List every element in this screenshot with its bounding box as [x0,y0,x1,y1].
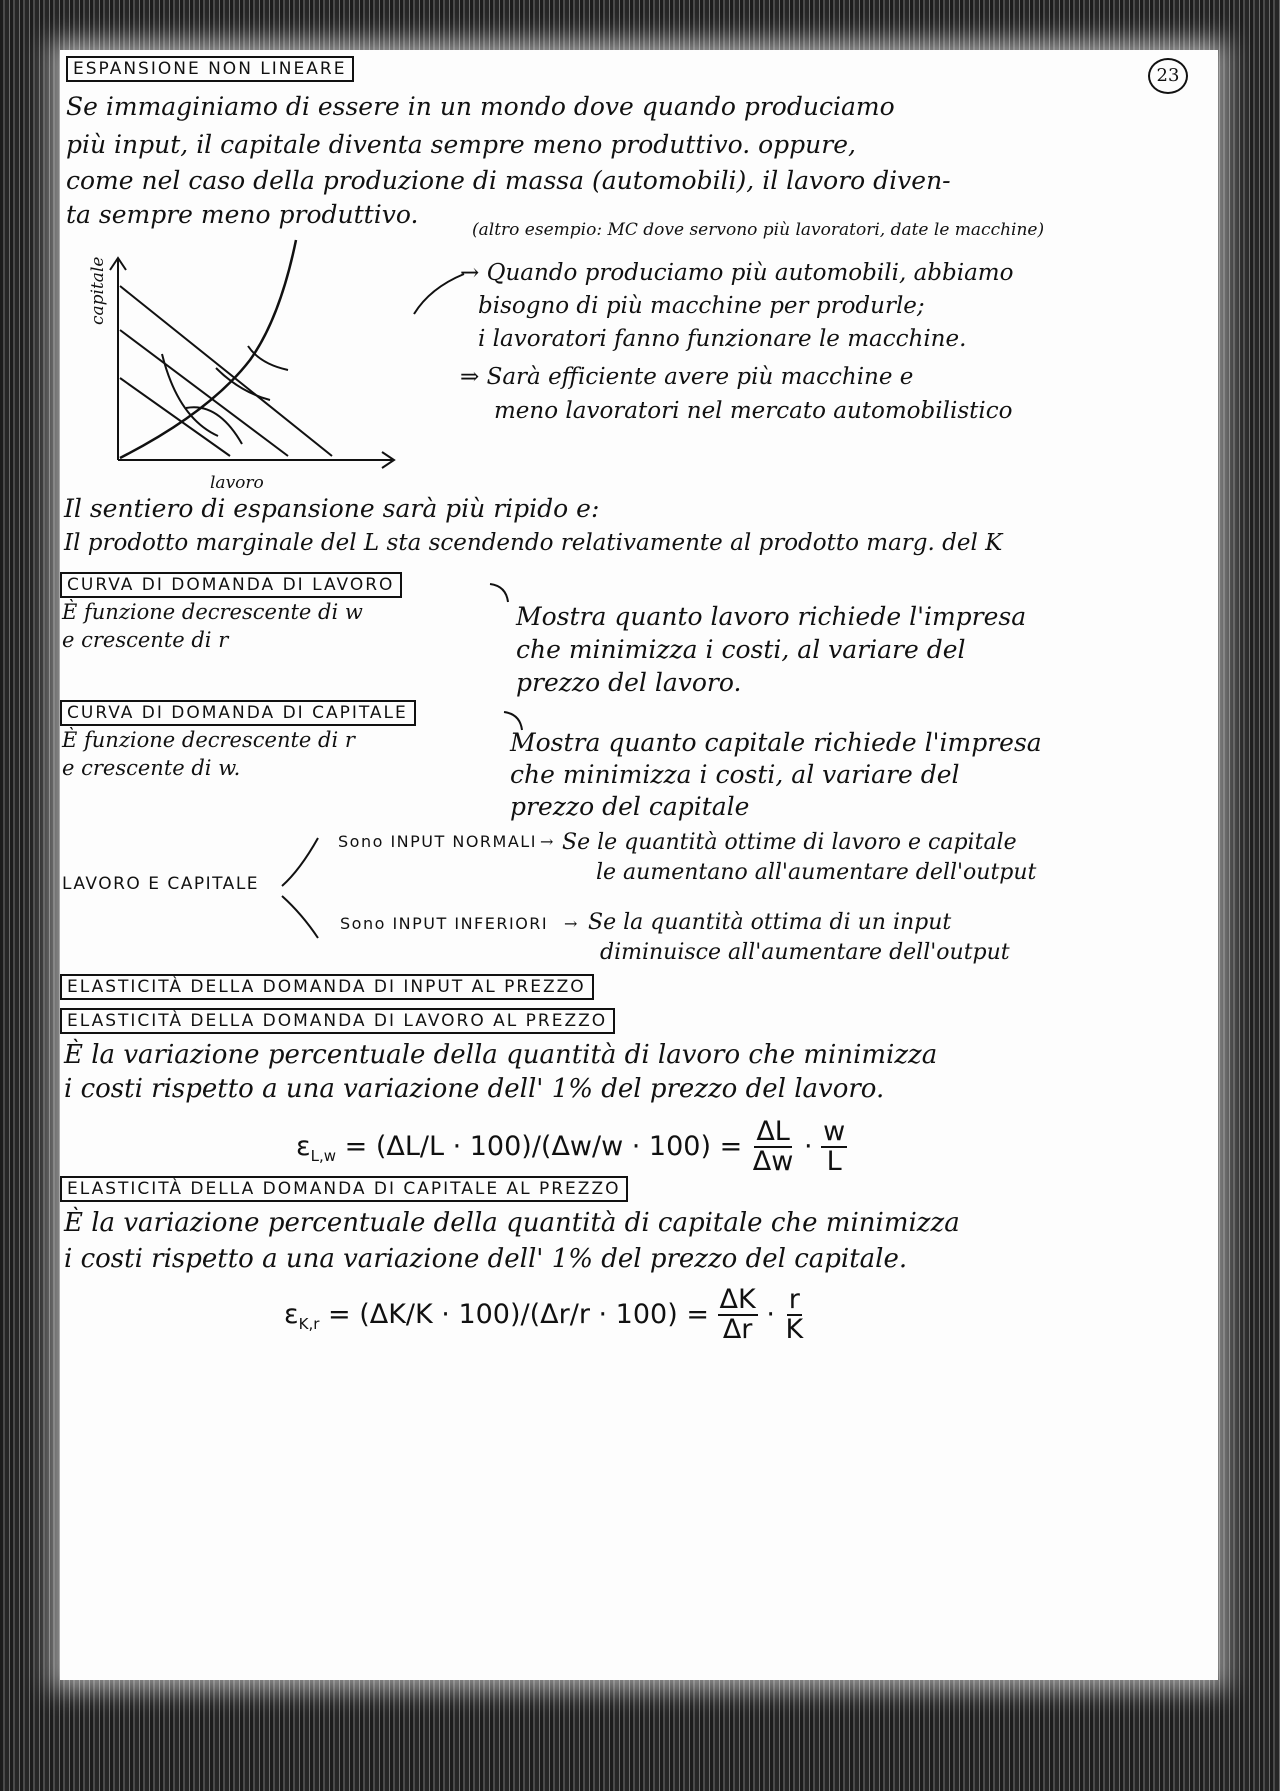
formula-subscript: K,r [298,1315,320,1334]
elasticity-labor-formula: $\varepsilon_{L,w} = (\Delta L/L \cdot 100)/(\Delta w/w \cdot 100)$ = $\frac{\Delta L}{\Delta w}$ · $\frac{w}{L}$ [296,1116,846,1178]
fraction-denominator: Δw [752,1146,794,1178]
formula-fraction-2 [821,1118,847,1177]
heading-elasticity-labor: ELASTICITÀ DELLA DOMANDA DI LAVORO AL PREZZO [60,1008,615,1034]
notebook-page [60,50,1218,1680]
intro-line-3: come nel caso della produzione di massa (automobili), il lavoro diven- [66,166,951,195]
expansion-path-graph [100,230,450,530]
inferior-inputs-text-2: diminuisce all'aumentare dell'output [600,940,1010,965]
inferior-inputs-label: Sono INPUT INFERIORI [340,914,549,933]
graph-note: (altro esempio: MC dove servono più lavoratori, date le macchine) [472,220,1045,240]
formula-epsilon: ε [284,1298,299,1330]
capital-demand-right-2: che minimizza i costi, al variare del [510,760,960,789]
inputs-root: LAVORO E CAPITALE [62,874,260,894]
graph-x-label: lavoro [210,473,264,493]
side-text-3: i lavoratori fanno funzionare le macchine. [478,326,967,352]
formula-subscript: L,w [310,1147,337,1166]
capital-demand-right-1: Mostra quanto capitale richiede l'impresa [510,728,1042,757]
formula-middle: = (ΔL/L · 100)/(Δw/w · 100) = [344,1130,743,1162]
conclusion-2: Il prodotto marginale del L sta scendendo relativamente al prodotto marg. del K [64,530,1003,556]
elasticity-labor-text-1: È la variazione percentuale della quantità di lavoro che minimizza [64,1040,938,1070]
elasticity-capital-text-2: i costi rispetto a una variazione dell' 1% del prezzo del capitale. [64,1244,908,1274]
elasticity-labor-text-2: i costi rispetto a una variazione dell' 1% del prezzo del lavoro. [64,1074,885,1104]
capital-demand-right-3: prezzo del capitale [510,792,750,821]
intro-line-2: più input, il capitale diventa sempre meno produttivo. oppure, [66,130,856,159]
capital-demand-left-1: È funzione decrescente di r [62,728,355,752]
fraction-numerator: ΔL [756,1116,790,1147]
inferior-inputs-arrow: → [564,914,578,933]
heading-elasticity-input: ELASTICITÀ DELLA DOMANDA DI INPUT AL PREZZO [60,974,594,1000]
normal-inputs-text-2: le aumentano all'aumentare dell'output [596,860,1037,885]
side-text-2: bisogno di più macchine per produrle; [478,293,925,319]
labor-demand-arrow [488,580,518,606]
heading-capital-demand: CURVA DI DOMANDA DI CAPITALE [60,700,416,726]
elasticity-capital-text-1: È la variazione percentuale della quantità di capitale che minimizza [64,1208,960,1238]
normal-inputs-arrow: → [540,832,554,851]
formula-epsilon: ε [296,1130,311,1162]
fraction-denominator: K [785,1314,804,1346]
elasticity-capital-formula: $\varepsilon_{K,r} = (\Delta K/K \cdot 100)/(\Delta r/r \cdot 100)$ = $\frac{\Delta K}{\Delta r}$ · $\frac{r}{K}$ [284,1284,804,1346]
intro-line-1: Se immaginiamo di essere in un mondo dove quando produciamo [66,92,895,121]
labor-demand-right-2: che minimizza i costi, al variare del [516,635,966,664]
fraction-denominator: Δr [722,1314,753,1346]
formula-fraction-1 [718,1286,758,1345]
normal-inputs-label: Sono INPUT NORMALI [338,832,537,851]
conclusion-1: Il sentiero di espansione sarà più ripido e: [64,494,600,523]
normal-inputs-text-1: Se le quantità ottime di lavoro e capitale [562,830,1017,855]
capital-demand-left-2: e crescente di w. [62,756,241,780]
inferior-inputs-text-1: Se la quantità ottima di un input [588,910,952,935]
fraction-numerator: ΔK [719,1284,756,1315]
labor-demand-right-1: Mostra quanto lavoro richiede l'impresa [516,602,1027,631]
side-text-5: meno lavoratori nel mercato automobilistico [494,398,1013,424]
heading-elasticity-capital: ELASTICITÀ DELLA DOMANDA DI CAPITALE AL PREZZO [60,1176,628,1202]
formula-fraction-2 [784,1286,806,1345]
heading-espansione: ESPANSIONE NON LINEARE [66,56,354,82]
fraction-denominator: L [826,1146,842,1178]
formula-middle: = (ΔK/K · 100)/(Δr/r · 100) = [327,1298,709,1330]
labor-demand-left-2: e crescente di r [62,628,229,652]
labor-demand-right-3: prezzo del lavoro. [516,668,742,697]
side-text-1: → Quando produciamo più automobili, abbiamo [460,260,1014,286]
fraction-numerator: r [788,1284,800,1315]
heading-labor-demand: CURVA DI DOMANDA DI LAVORO [60,572,402,598]
intro-line-4: ta sempre meno produttivo. [66,200,419,229]
formula-fraction-1 [751,1118,796,1177]
page-number: 23 [1148,58,1188,94]
labor-demand-left-1: È funzione decrescente di w [62,600,363,624]
graph-y-label: capitale [88,256,108,325]
side-text-4: ⇒ Sarà efficiente avere più macchine e [460,364,914,390]
fraction-numerator: w [823,1116,846,1147]
